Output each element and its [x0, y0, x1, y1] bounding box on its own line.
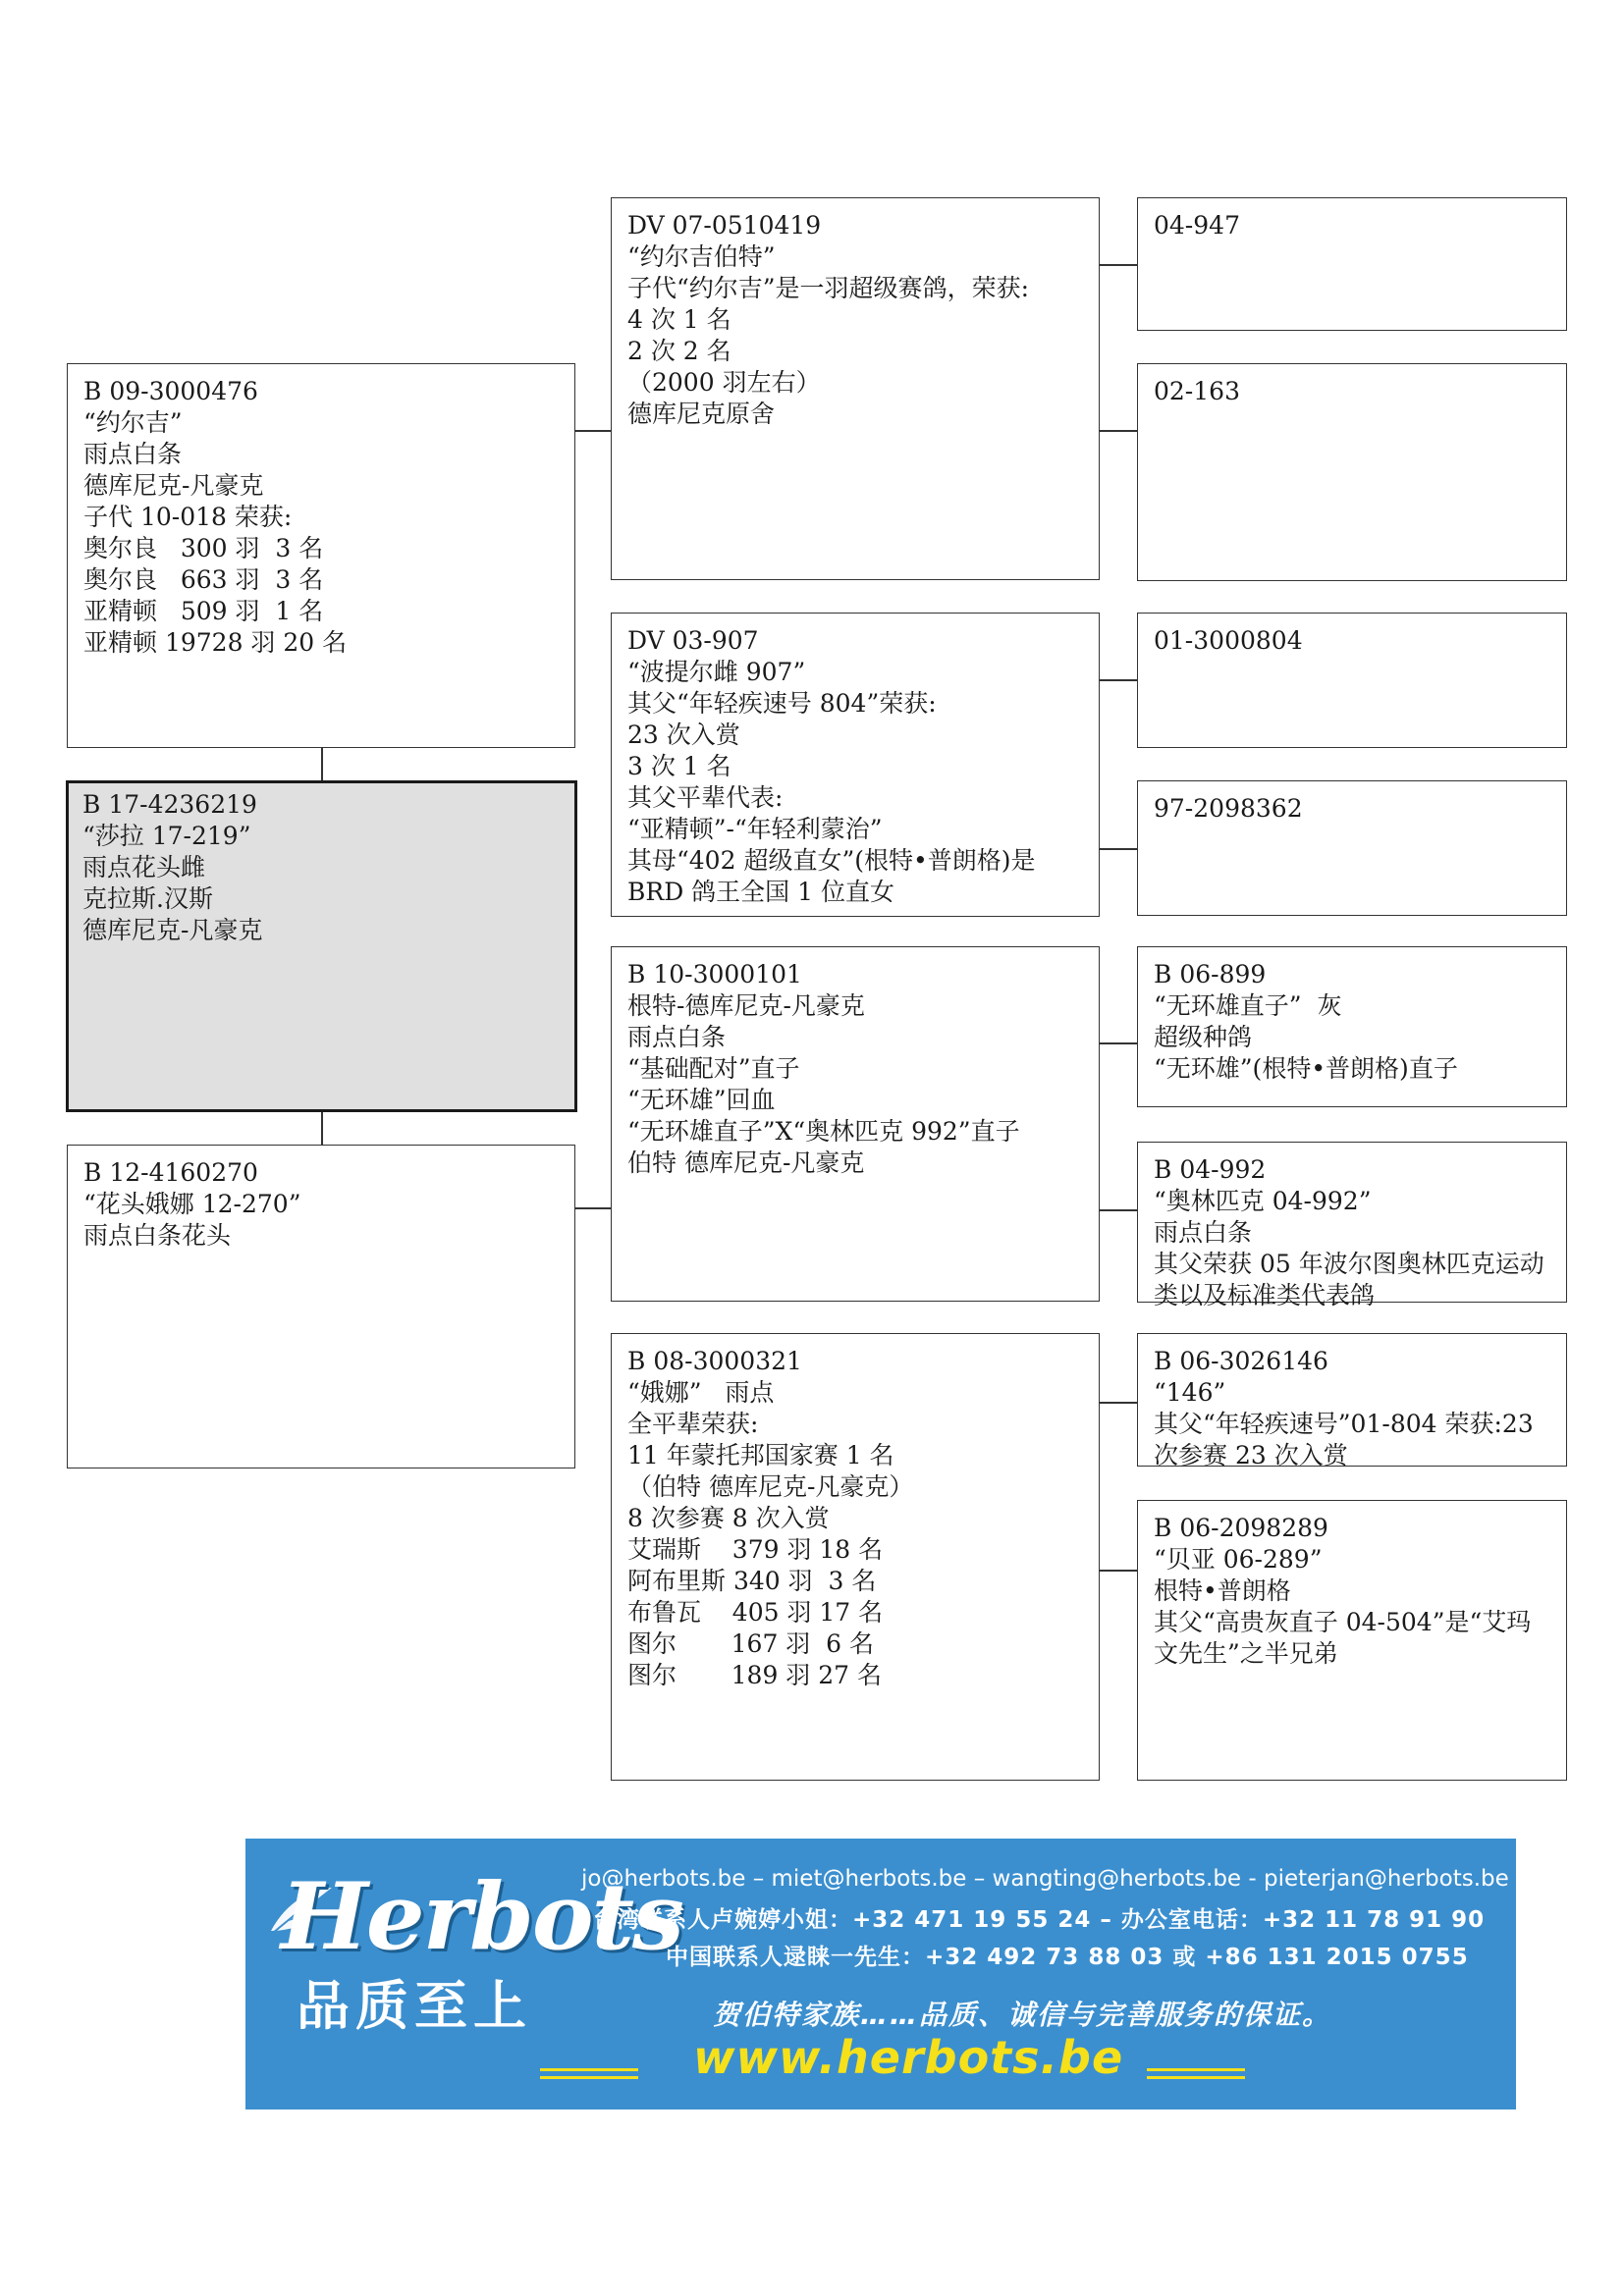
text-line: “奥林匹克 04-992”	[1154, 1187, 1372, 1215]
text-line: 11 年蒙托邦国家赛 1 名	[627, 1441, 894, 1469]
text-line: 雨点白条	[627, 1023, 727, 1051]
contact-banner	[245, 1839, 1516, 2109]
pedigree-box-dam-dam	[611, 1333, 1100, 1781]
text-line: 艾瑞斯 379 羽 18 名	[627, 1535, 884, 1564]
text-line: 97-2098362	[1154, 794, 1303, 823]
pedigree-box-subject	[66, 780, 577, 1112]
text-line: 全平辈荣获:	[627, 1410, 759, 1438]
text-line: 3 次 1 名	[627, 752, 731, 780]
text-line: 01-3000804	[1154, 626, 1303, 655]
pedigree-box-dam-dam-dam	[1137, 1500, 1567, 1781]
pedigree-box-dam-sire-sire	[1137, 946, 1567, 1107]
text-line: B 12-4160270	[83, 1158, 258, 1187]
text-line: 亚精顿 19728 羽 20 名	[83, 628, 348, 657]
text-line: “莎拉 17-219”	[82, 822, 251, 850]
text-line: DV 07-0510419	[627, 211, 822, 240]
connector-line	[574, 430, 612, 432]
text-line: “无环雄”(根特•普朗格)直子	[1154, 1054, 1458, 1083]
connector-line	[1100, 264, 1139, 266]
text-line: “146”	[1154, 1378, 1226, 1407]
text-line: 奥尔良 663 羽 3 名	[83, 565, 324, 594]
text-line: （伯特 德库尼克-凡豪克）	[627, 1472, 914, 1501]
text-line: B 04-992	[1154, 1155, 1267, 1184]
text-line: 其父“高贵灰直子 04-504”是“艾玛文先生”之半兄弟	[1154, 1608, 1532, 1668]
china-contact: 中国联系人逯睐一先生：+32 492 73 88 03 或 +86 131 2015 0755	[666, 1945, 1469, 1970]
tagline: 贺伯特家族……品质、诚信与完善服务的保证。	[713, 1999, 1332, 2031]
text-line: 02-163	[1154, 377, 1240, 405]
text-line: 根特•普朗格	[1154, 1576, 1291, 1605]
text-line: 雨点白条	[83, 440, 183, 468]
text-line: 04-947	[1154, 211, 1240, 240]
connector-line	[574, 1207, 612, 1209]
text-line: “亚精顿”-“年轻利蒙治”	[627, 815, 883, 843]
text-line: “基础配对”直子	[627, 1054, 800, 1083]
website-link[interactable]: www.herbots.be	[693, 2031, 1124, 2084]
text-line: 克拉斯.汉斯	[82, 884, 213, 913]
text-line: 布鲁瓦 405 羽 17 名	[627, 1598, 884, 1627]
text-line: B 06-3026146	[1154, 1347, 1328, 1375]
decorative-line	[540, 2076, 638, 2079]
text-line: 德库尼克原舍	[627, 400, 776, 428]
text-line: 4 次 1 名	[627, 305, 731, 334]
connector-line	[1100, 848, 1139, 850]
decorative-line	[540, 2068, 638, 2071]
text-line: “波提尔雌 907”	[627, 658, 806, 686]
text-line: 奥尔良 300 羽 3 名	[83, 534, 324, 562]
text-line: 阿布里斯 340 羽 3 名	[627, 1567, 877, 1595]
taiwan-contact: 台湾联系人卢婉婷小姐：+32 471 19 55 24 – 办公室电话：+32 11 78 91 90	[593, 1907, 1486, 1933]
text-line: “无环雄直子”X“奥林匹克 992”直子	[627, 1117, 1020, 1146]
text-line: DV 03-907	[627, 626, 759, 655]
pedigree-box-sire-sire	[611, 197, 1100, 580]
text-line: 雨点花头雌	[82, 853, 206, 881]
text-line: 子代 10-018 荣获:	[83, 503, 293, 531]
text-line: B 10-3000101	[627, 960, 802, 988]
text-line: 其父“年轻疾速号”01-804 荣获:23 次参赛 23 次入赏	[1154, 1410, 1542, 1469]
text-line: 其父“年轻疾速号 804”荣获:	[627, 689, 937, 718]
connector-line	[1100, 430, 1139, 432]
text-line: “娥娜” 雨点	[627, 1378, 775, 1407]
text-line: B 17-4236219	[82, 790, 257, 819]
connector-line	[321, 746, 323, 783]
text-line: “贝亚 06-289”	[1154, 1545, 1323, 1574]
pedigree-box-sire-dam-sire	[1137, 613, 1567, 748]
text-line: 其父平辈代表:	[627, 783, 784, 812]
connector-line	[1100, 1570, 1139, 1572]
text-line: 伯特 德库尼克-凡豪克	[627, 1148, 865, 1177]
text-line: （2000 羽左右）	[627, 368, 821, 397]
text-line: 亚精顿 509 羽 1 名	[83, 597, 324, 625]
text-line: 德库尼克-凡豪克	[82, 916, 263, 944]
connector-line	[321, 1110, 323, 1146]
pedigree-box-dam	[67, 1145, 575, 1468]
text-line: “约尔吉”	[83, 408, 183, 437]
text-line: “无环雄直子” 灰	[1154, 991, 1342, 1020]
connector-line	[1100, 679, 1139, 681]
pedigree-box-dam-sire-dam	[1137, 1142, 1567, 1309]
pedigree-box-dam-sire	[611, 946, 1100, 1302]
decorative-line	[1147, 2076, 1245, 2079]
pedigree-box-sire-dam-dam	[1137, 780, 1567, 916]
text-line: B 06-2098289	[1154, 1514, 1328, 1542]
text-line: “无环雄”回血	[627, 1086, 776, 1114]
text-line: 雨点白条	[1154, 1218, 1253, 1247]
text-line: B 08-3000321	[627, 1347, 802, 1375]
slogan: 品质至上	[297, 1975, 532, 2037]
text-line: 超级种鸽	[1154, 1023, 1253, 1051]
text-line: 图尔 189 羽 27 名	[627, 1661, 882, 1689]
text-line: 其母“402 超级直女”(根特•普朗格)是 BRD 鸽王全国 1 位直女	[627, 846, 1044, 906]
pedigree-box-sire-sire-sire	[1137, 197, 1567, 331]
text-line: 23 次入赏	[627, 721, 740, 749]
decorative-line	[1147, 2068, 1245, 2071]
text-line: 德库尼克-凡豪克	[83, 471, 264, 500]
text-line: 其父荣获 05 年波尔图奥林匹克运动类以及标准类代表鸽	[1154, 1250, 1544, 1309]
connector-line	[1100, 1209, 1139, 1211]
pedigree-box-sire	[67, 363, 575, 748]
text-line: 根特-德库尼克-凡豪克	[627, 991, 865, 1020]
connector-line	[1100, 1402, 1139, 1404]
pedigree-box-sire-dam	[611, 613, 1100, 917]
text-line: 雨点白条花头	[83, 1221, 232, 1250]
text-line: “约尔吉伯特”	[627, 242, 776, 271]
herbots-logo: Herbots	[281, 1863, 682, 1971]
connector-line	[1100, 1042, 1139, 1044]
text-line: 图尔 167 羽 6 名	[627, 1629, 875, 1658]
text-line: 8 次参赛 8 次入赏	[627, 1504, 830, 1532]
text-line: B 06-899	[1154, 960, 1267, 988]
email-addresses: jo@herbots.be – miet@herbots.be – wangting@herbots.be - pieterjan@herbots.be	[581, 1866, 1509, 1892]
pedigree-box-dam-dam-sire	[1137, 1333, 1567, 1467]
text-line: B 09-3000476	[83, 377, 258, 405]
pedigree-box-sire-sire-dam	[1137, 363, 1567, 581]
text-line: 2 次 2 名	[627, 337, 731, 365]
text-line: 子代“约尔吉”是一羽超级赛鸽，荣获:	[627, 274, 1029, 302]
text-line: “花头娥娜 12-270”	[83, 1190, 301, 1218]
